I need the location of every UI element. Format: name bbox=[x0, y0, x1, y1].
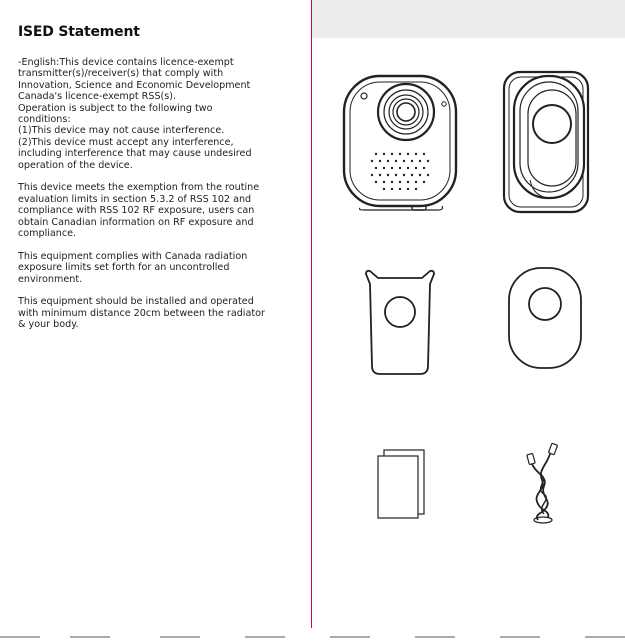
text-line: This equipment should be installed and operated bbox=[18, 296, 254, 308]
ised-statement-panel bbox=[0, 0, 311, 628]
text-line: compliance. bbox=[18, 228, 77, 240]
text-line: with minimum distance 20cm between the radiator bbox=[18, 307, 265, 319]
text-line: obtain Canadian information on RF exposure and bbox=[18, 216, 254, 228]
statement-paragraph bbox=[18, 296, 298, 330]
text-line: transmitter(s)/receiver(s) that comply with bbox=[18, 68, 224, 80]
text-line: environment. bbox=[18, 273, 83, 285]
text-line: (1)This device may not cause interference. bbox=[18, 125, 225, 137]
text-line: This device meets the exemption from the routine bbox=[18, 182, 260, 194]
statement-paragraph bbox=[18, 182, 298, 239]
manual-documents-icon bbox=[374, 448, 430, 520]
bottom-edge bbox=[0, 624, 625, 628]
page-title: ISED Statement bbox=[18, 24, 140, 40]
silicone-cover-icon bbox=[362, 268, 438, 378]
text-line: & your body. bbox=[18, 319, 79, 331]
statement-body bbox=[18, 57, 298, 342]
text-line: including interference that may cause undesired bbox=[18, 148, 252, 160]
statement-paragraph bbox=[18, 57, 298, 171]
text-line: Innovation, Science and Economic Development bbox=[18, 79, 251, 91]
text-line: Canada's licence-exempt RSS(s). bbox=[18, 91, 177, 103]
text-line: compliance with RSS 102 RF exposure, users can bbox=[18, 205, 255, 217]
usb-cable-icon bbox=[520, 440, 566, 526]
camera-front-icon bbox=[340, 70, 462, 218]
package-contents-panel bbox=[312, 0, 625, 628]
header-band bbox=[312, 0, 625, 38]
text-line: (2)This device must accept any interference, bbox=[18, 136, 234, 148]
text-line: -English:This device contains licence-exempt bbox=[18, 57, 234, 68]
text-line: Operation is subject to the following two bbox=[18, 102, 213, 114]
text-line: evaluation limits in section 5.3.2 of RSS 102 and bbox=[18, 193, 252, 205]
camera-mount-icon bbox=[498, 68, 594, 218]
statement-paragraph bbox=[18, 251, 298, 285]
silicone-case-icon bbox=[505, 264, 585, 374]
text-line: This equipment complies with Canada radiation bbox=[18, 250, 248, 262]
text-line: conditions: bbox=[18, 114, 71, 126]
text-line: operation of the device. bbox=[18, 159, 133, 171]
text-line: exposure limits set forth for an uncontrolled bbox=[18, 262, 230, 274]
